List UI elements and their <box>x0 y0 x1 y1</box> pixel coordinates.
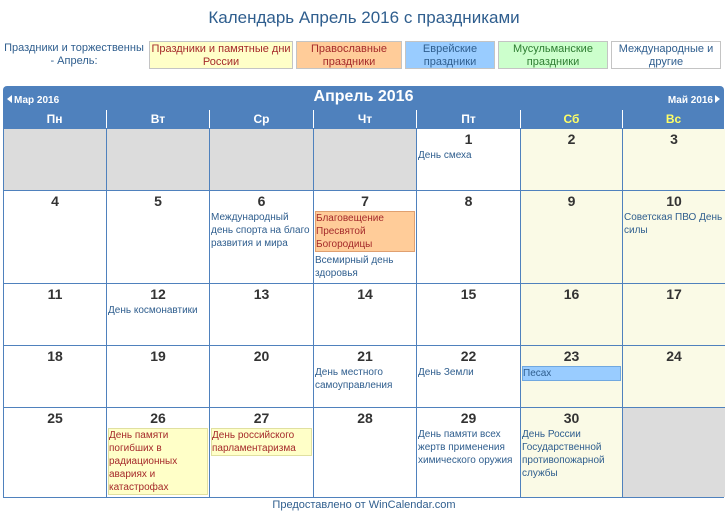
day-events <box>108 428 208 497</box>
weekday-2: Ср <box>209 110 313 128</box>
day-cell <box>314 408 417 497</box>
day-number: 11 <box>47 286 63 302</box>
holiday-event[interactable]: Всемирный день здоровья <box>315 255 394 279</box>
day-number: 26 <box>150 410 166 426</box>
holiday-event[interactable]: День России Государственной противопожарной службы <box>522 429 605 479</box>
legend-orthodox: Православные праздники <box>296 41 402 69</box>
day-events <box>522 366 621 383</box>
day-number: 3 <box>670 131 678 147</box>
day-cell <box>210 191 314 284</box>
day-number: 2 <box>567 131 576 147</box>
holiday-event[interactable]: День местного самоуправления <box>315 367 393 391</box>
weekday-3: Чт <box>313 110 416 128</box>
day-number: 20 <box>253 348 270 364</box>
day-cell <box>623 191 725 284</box>
day-cell <box>521 129 623 191</box>
day-cell <box>4 346 107 408</box>
day-number: 21 <box>357 348 373 364</box>
day-cell <box>623 129 725 191</box>
day-events <box>315 366 415 394</box>
day-cell <box>4 408 107 497</box>
day-cell <box>417 346 521 408</box>
day-number: 16 <box>563 286 580 302</box>
day-events <box>418 428 519 469</box>
day-cell <box>107 346 210 408</box>
empty-day-cell <box>4 129 107 191</box>
legend-jewish: Еврейские праздники <box>405 41 495 69</box>
empty-day-cell <box>107 129 210 191</box>
day-number: 15 <box>460 286 477 302</box>
day-cell <box>314 191 417 284</box>
day-number: 30 <box>563 410 580 426</box>
day-cell <box>210 346 314 408</box>
day-events <box>418 149 519 164</box>
day-cell <box>210 408 314 497</box>
day-cell <box>4 284 107 346</box>
calendar-header <box>3 86 724 110</box>
day-cell <box>521 191 623 284</box>
day-cell <box>314 284 417 346</box>
legend-russia: Праздники и памятные дни России <box>149 41 293 69</box>
holiday-event[interactable]: Песах <box>522 366 621 381</box>
day-cell <box>623 284 725 346</box>
day-cell <box>107 191 210 284</box>
next-month-label: Май 2016 <box>667 95 713 106</box>
weekday-header <box>3 110 724 128</box>
holiday-event[interactable]: День памяти всех жертв применения химического оружия <box>418 429 513 466</box>
day-number: 12 <box>150 286 166 302</box>
holiday-event[interactable]: День памяти погибших в радиационных авариях и катастрофах <box>108 428 208 495</box>
day-number: 24 <box>666 348 682 364</box>
holiday-event[interactable]: День космонавтики <box>108 305 198 316</box>
day-cell <box>107 408 210 497</box>
day-cell <box>521 284 623 346</box>
day-number: 1 <box>464 131 473 147</box>
day-number: 14 <box>357 286 373 302</box>
day-cell <box>107 284 210 346</box>
footer-credit[interactable]: Предоставлено от WinCalendar.com <box>272 499 456 511</box>
day-number: 28 <box>357 410 373 426</box>
day-number: 29 <box>460 410 477 426</box>
page-title: Календарь Апрель 2016 с праздниками <box>208 8 520 27</box>
day-number: 6 <box>257 193 266 209</box>
day-cell <box>521 346 623 408</box>
day-number: 27 <box>253 410 270 426</box>
empty-day-cell <box>623 408 725 497</box>
weekday-0: Пн <box>46 112 63 126</box>
day-number: 4 <box>51 193 59 209</box>
holiday-event[interactable]: День российского парламентаризма <box>211 428 312 456</box>
day-number: 25 <box>47 410 63 426</box>
legend-label: Праздники и торжественны - Апрель: <box>4 42 144 67</box>
prev-month-label: Мар 2016 <box>14 95 60 106</box>
weekday-1: Вт <box>106 110 209 128</box>
day-cell <box>417 129 521 191</box>
day-number: 22 <box>460 348 477 364</box>
day-events <box>211 211 312 252</box>
month-title: Апрель 2016 <box>313 88 414 105</box>
day-number: 17 <box>666 286 682 302</box>
day-events <box>211 428 312 458</box>
day-cell <box>521 408 623 497</box>
calendar-grid <box>3 128 724 498</box>
holiday-event[interactable]: День смеха <box>418 150 472 161</box>
day-events <box>108 304 208 319</box>
day-cell <box>4 191 107 284</box>
day-events <box>315 211 415 282</box>
empty-day-cell <box>314 129 417 191</box>
day-number: 23 <box>563 348 580 364</box>
day-cell <box>417 284 521 346</box>
day-number: 5 <box>154 193 162 209</box>
holiday-event[interactable]: Международный день спорта на благо развития и мира <box>211 212 310 249</box>
day-events <box>624 211 724 239</box>
holiday-event[interactable]: Советская ПВО День силы <box>624 212 723 236</box>
weekday-5: Сб <box>520 110 622 128</box>
legend-international: Международные и другие <box>611 41 721 69</box>
weekday-6: Вс <box>622 110 724 128</box>
day-number: 19 <box>150 348 166 364</box>
day-number: 8 <box>464 193 473 209</box>
day-number: 18 <box>47 348 63 364</box>
weekday-4: Пт <box>416 110 520 128</box>
day-cell <box>314 346 417 408</box>
day-events <box>418 366 519 381</box>
day-cell <box>210 284 314 346</box>
next-month-link[interactable] <box>668 95 720 106</box>
holiday-event[interactable]: День Земли <box>418 367 474 378</box>
calendar <box>3 86 724 498</box>
legend-muslim: Мусульманские праздники <box>498 41 608 69</box>
day-cell <box>623 346 725 408</box>
day-number: 7 <box>361 193 369 209</box>
empty-day-cell <box>210 129 314 191</box>
day-number: 10 <box>666 193 682 209</box>
day-cell <box>417 408 521 497</box>
chevron-right-icon <box>715 95 720 103</box>
day-events <box>522 428 621 482</box>
day-number: 9 <box>567 193 576 209</box>
holiday-event[interactable]: Благовещение Пресвятой Богородицы <box>315 211 415 252</box>
day-number: 13 <box>253 286 270 302</box>
day-cell <box>417 191 521 284</box>
